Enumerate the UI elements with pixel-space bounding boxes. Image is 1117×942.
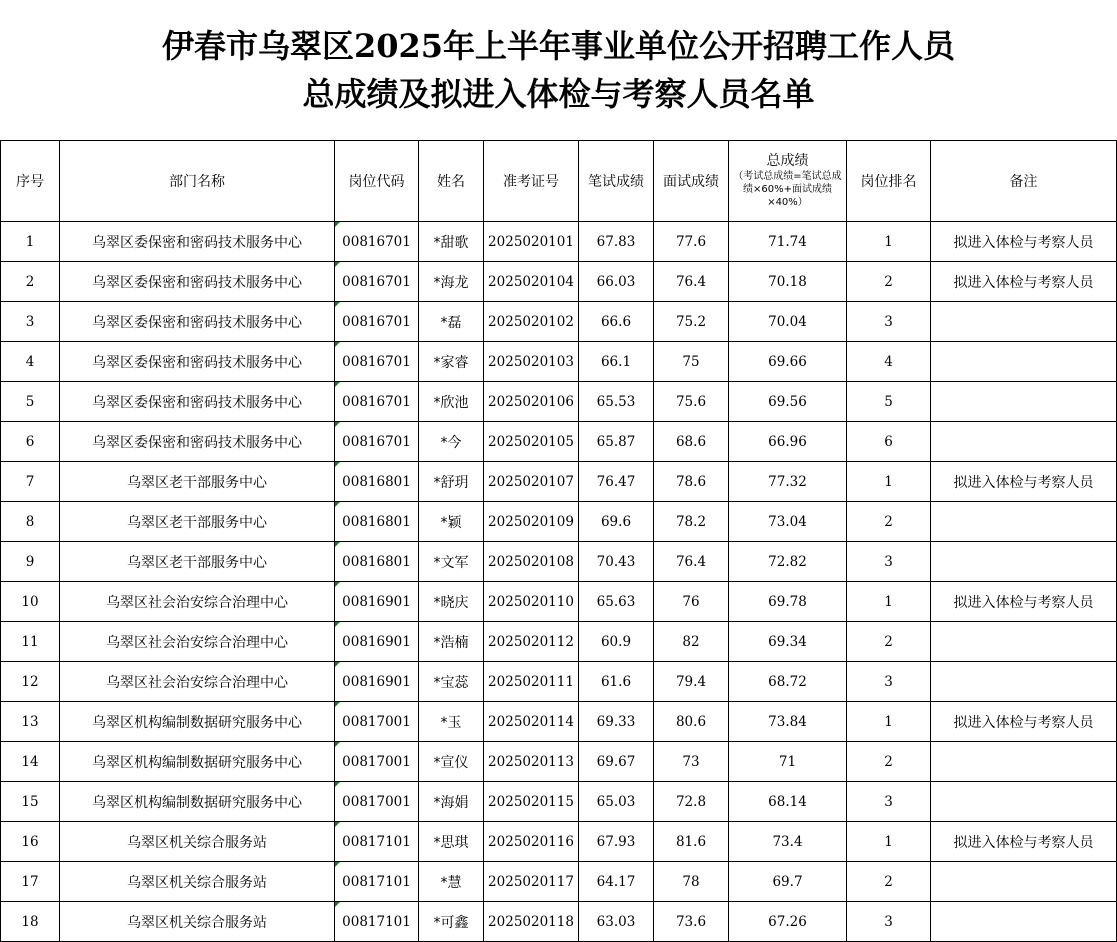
cell-ticket: 2025020106 xyxy=(484,382,579,422)
cell-dept: 乌翠区机关综合服务站 xyxy=(60,822,335,862)
cell-interview: 78 xyxy=(654,862,729,902)
cell-code: 00817001 xyxy=(335,782,419,822)
cell-seq: 2 xyxy=(1,262,60,302)
cell-total: 73.4 xyxy=(729,822,847,862)
cell-ticket: 2025020115 xyxy=(484,782,579,822)
cell-total: 69.7 xyxy=(729,862,847,902)
cell-written: 67.83 xyxy=(579,222,654,262)
cell-remark xyxy=(931,302,1117,342)
cell-dept: 乌翠区委保密和密码技术服务中心 xyxy=(60,382,335,422)
col-header-seq: 序号 xyxy=(1,141,60,222)
cell-code: 00816901 xyxy=(335,582,419,622)
cell-code: 00816801 xyxy=(335,462,419,502)
title-line-1: 伊春市乌翠区2025年上半年事业单位公开招聘工作人员 xyxy=(161,27,956,65)
cell-dept: 乌翠区机关综合服务站 xyxy=(60,902,335,942)
table-row xyxy=(1,902,1117,942)
col-header-dept: 部门名称 xyxy=(60,141,335,222)
cell-remark xyxy=(931,342,1117,382)
cell-seq: 4 xyxy=(1,342,60,382)
table-body xyxy=(1,222,1117,942)
cell-code: 00816701 xyxy=(335,302,419,342)
cell-rank: 1 xyxy=(847,582,931,622)
table-row xyxy=(1,662,1117,702)
cell-written: 65.63 xyxy=(579,582,654,622)
cell-interview: 78.6 xyxy=(654,462,729,502)
cell-rank: 1 xyxy=(847,702,931,742)
cell-dept: 乌翠区委保密和密码技术服务中心 xyxy=(60,302,335,342)
cell-dept: 乌翠区机构编制数据研究服务中心 xyxy=(60,782,335,822)
cell-name: *慧 xyxy=(419,862,484,902)
cell-dept: 乌翠区社会治安综合治理中心 xyxy=(60,582,335,622)
cell-dept: 乌翠区社会治安综合治理中心 xyxy=(60,662,335,702)
cell-code: 00816801 xyxy=(335,502,419,542)
cell-code: 00817101 xyxy=(335,862,419,902)
cell-dept: 乌翠区机构编制数据研究服务中心 xyxy=(60,742,335,782)
cell-ticket: 2025020105 xyxy=(484,422,579,462)
cell-rank: 1 xyxy=(847,822,931,862)
cell-rank: 1 xyxy=(847,222,931,262)
cell-ticket: 2025020112 xyxy=(484,622,579,662)
cell-code: 00816901 xyxy=(335,662,419,702)
col-header-interview: 面试成绩 xyxy=(654,141,729,222)
cell-written: 61.6 xyxy=(579,662,654,702)
cell-interview: 75.2 xyxy=(654,302,729,342)
cell-name: *磊 xyxy=(419,302,484,342)
cell-dept: 乌翠区委保密和密码技术服务中心 xyxy=(60,422,335,462)
cell-code: 00816701 xyxy=(335,222,419,262)
cell-written: 66.6 xyxy=(579,302,654,342)
table-row xyxy=(1,262,1117,302)
cell-written: 69.6 xyxy=(579,502,654,542)
cell-name: *海娟 xyxy=(419,782,484,822)
cell-rank: 3 xyxy=(847,302,931,342)
cell-seq: 9 xyxy=(1,542,60,582)
table-row xyxy=(1,782,1117,822)
cell-code: 00816701 xyxy=(335,382,419,422)
table-row xyxy=(1,342,1117,382)
cell-interview: 82 xyxy=(654,622,729,662)
table-row xyxy=(1,502,1117,542)
cell-remark xyxy=(931,622,1117,662)
cell-remark xyxy=(931,862,1117,902)
cell-dept: 乌翠区机构编制数据研究服务中心 xyxy=(60,702,335,742)
cell-seq: 7 xyxy=(1,462,60,502)
cell-dept: 乌翠区委保密和密码技术服务中心 xyxy=(60,222,335,262)
cell-seq: 8 xyxy=(1,502,60,542)
cell-total: 72.82 xyxy=(729,542,847,582)
cell-dept: 乌翠区老干部服务中心 xyxy=(60,542,335,582)
cell-seq: 12 xyxy=(1,662,60,702)
cell-name: *宝蕊 xyxy=(419,662,484,702)
table-header-row xyxy=(1,141,1117,222)
cell-written: 65.03 xyxy=(579,782,654,822)
cell-interview: 76.4 xyxy=(654,542,729,582)
cell-ticket: 2025020111 xyxy=(484,662,579,702)
col-header-total xyxy=(729,141,847,222)
cell-total: 69.66 xyxy=(729,342,847,382)
cell-interview: 77.6 xyxy=(654,222,729,262)
cell-name: *思琪 xyxy=(419,822,484,862)
table-row xyxy=(1,422,1117,462)
cell-interview: 80.6 xyxy=(654,702,729,742)
cell-written: 63.03 xyxy=(579,902,654,942)
col-header-remark: 备注 xyxy=(931,141,1117,222)
col-header-total-label: 总成绩 xyxy=(766,153,809,169)
cell-written: 60.9 xyxy=(579,622,654,662)
cell-total: 69.78 xyxy=(729,582,847,622)
cell-remark: 拟进入体检与考察人员 xyxy=(931,222,1117,262)
cell-seq: 10 xyxy=(1,582,60,622)
cell-rank: 3 xyxy=(847,782,931,822)
cell-name: *欣池 xyxy=(419,382,484,422)
table-row xyxy=(1,462,1117,502)
cell-rank: 3 xyxy=(847,902,931,942)
cell-interview: 76 xyxy=(654,582,729,622)
cell-ticket: 2025020103 xyxy=(484,342,579,382)
cell-total: 71.74 xyxy=(729,222,847,262)
cell-written: 66.03 xyxy=(579,262,654,302)
cell-dept: 乌翠区老干部服务中心 xyxy=(60,462,335,502)
results-table xyxy=(0,140,1117,942)
cell-dept: 乌翠区社会治安综合治理中心 xyxy=(60,622,335,662)
cell-ticket: 2025020113 xyxy=(484,742,579,782)
cell-ticket: 2025020102 xyxy=(484,302,579,342)
cell-ticket: 2025020117 xyxy=(484,862,579,902)
cell-written: 69.67 xyxy=(579,742,654,782)
cell-remark xyxy=(931,382,1117,422)
col-header-name: 姓名 xyxy=(419,141,484,222)
table-row xyxy=(1,302,1117,342)
cell-remark xyxy=(931,422,1117,462)
cell-name: *舒玥 xyxy=(419,462,484,502)
cell-written: 67.93 xyxy=(579,822,654,862)
cell-rank: 1 xyxy=(847,462,931,502)
table-row xyxy=(1,622,1117,662)
table-row xyxy=(1,582,1117,622)
cell-name: *可鑫 xyxy=(419,902,484,942)
cell-rank: 2 xyxy=(847,742,931,782)
document-title xyxy=(0,0,1117,140)
cell-rank: 4 xyxy=(847,342,931,382)
col-header-total-note: （考试总成绩=笔试总成绩×60%+面试成绩×40%） xyxy=(733,171,842,208)
cell-remark xyxy=(931,902,1117,942)
cell-remark: 拟进入体检与考察人员 xyxy=(931,462,1117,502)
cell-code: 00817101 xyxy=(335,902,419,942)
cell-name: *今 xyxy=(419,422,484,462)
cell-total: 70.04 xyxy=(729,302,847,342)
cell-dept: 乌翠区委保密和密码技术服务中心 xyxy=(60,262,335,302)
cell-written: 65.87 xyxy=(579,422,654,462)
cell-total: 68.14 xyxy=(729,782,847,822)
cell-remark: 拟进入体检与考察人员 xyxy=(931,702,1117,742)
cell-name: *浩楠 xyxy=(419,622,484,662)
cell-name: *海龙 xyxy=(419,262,484,302)
cell-rank: 3 xyxy=(847,542,931,582)
cell-code: 00816701 xyxy=(335,342,419,382)
cell-ticket: 2025020110 xyxy=(484,582,579,622)
cell-ticket: 2025020114 xyxy=(484,702,579,742)
cell-ticket: 2025020109 xyxy=(484,502,579,542)
cell-seq: 6 xyxy=(1,422,60,462)
cell-total: 73.04 xyxy=(729,502,847,542)
cell-interview: 81.6 xyxy=(654,822,729,862)
cell-rank: 2 xyxy=(847,502,931,542)
cell-written: 64.17 xyxy=(579,862,654,902)
table-row xyxy=(1,862,1117,902)
table-row xyxy=(1,542,1117,582)
cell-interview: 75.6 xyxy=(654,382,729,422)
cell-ticket: 2025020104 xyxy=(484,262,579,302)
cell-interview: 75 xyxy=(654,342,729,382)
title-line-2: 总成绩及拟进入体检与考察人员名单 xyxy=(302,75,815,113)
table-row xyxy=(1,702,1117,742)
cell-total: 77.32 xyxy=(729,462,847,502)
cell-remark xyxy=(931,782,1117,822)
cell-total: 66.96 xyxy=(729,422,847,462)
cell-dept: 乌翠区机关综合服务站 xyxy=(60,862,335,902)
cell-name: *文军 xyxy=(419,542,484,582)
cell-ticket: 2025020116 xyxy=(484,822,579,862)
cell-code: 00817001 xyxy=(335,742,419,782)
cell-interview: 76.4 xyxy=(654,262,729,302)
cell-rank: 6 xyxy=(847,422,931,462)
cell-total: 71 xyxy=(729,742,847,782)
cell-seq: 3 xyxy=(1,302,60,342)
cell-interview: 79.4 xyxy=(654,662,729,702)
cell-ticket: 2025020107 xyxy=(484,462,579,502)
cell-written: 66.1 xyxy=(579,342,654,382)
cell-name: *晓庆 xyxy=(419,582,484,622)
cell-remark xyxy=(931,662,1117,702)
cell-ticket: 2025020118 xyxy=(484,902,579,942)
cell-remark: 拟进入体检与考察人员 xyxy=(931,822,1117,862)
cell-seq: 14 xyxy=(1,742,60,782)
cell-remark: 拟进入体检与考察人员 xyxy=(931,262,1117,302)
cell-total: 68.72 xyxy=(729,662,847,702)
cell-rank: 3 xyxy=(847,662,931,702)
cell-dept: 乌翠区老干部服务中心 xyxy=(60,502,335,542)
cell-rank: 2 xyxy=(847,862,931,902)
cell-rank: 2 xyxy=(847,262,931,302)
cell-name: *家睿 xyxy=(419,342,484,382)
cell-code: 00816901 xyxy=(335,622,419,662)
cell-total: 67.26 xyxy=(729,902,847,942)
cell-interview: 68.6 xyxy=(654,422,729,462)
table-row xyxy=(1,742,1117,782)
cell-written: 76.47 xyxy=(579,462,654,502)
cell-total: 73.84 xyxy=(729,702,847,742)
cell-seq: 13 xyxy=(1,702,60,742)
cell-total: 69.34 xyxy=(729,622,847,662)
cell-total: 70.18 xyxy=(729,262,847,302)
cell-name: *宣仪 xyxy=(419,742,484,782)
cell-remark xyxy=(931,542,1117,582)
cell-rank: 2 xyxy=(847,622,931,662)
cell-seq: 1 xyxy=(1,222,60,262)
cell-remark xyxy=(931,742,1117,782)
table-row xyxy=(1,382,1117,422)
cell-interview: 78.2 xyxy=(654,502,729,542)
col-header-code: 岗位代码 xyxy=(335,141,419,222)
cell-seq: 11 xyxy=(1,622,60,662)
cell-code: 00816801 xyxy=(335,542,419,582)
col-header-written: 笔试成绩 xyxy=(579,141,654,222)
cell-seq: 18 xyxy=(1,902,60,942)
cell-rank: 5 xyxy=(847,382,931,422)
col-header-rank: 岗位排名 xyxy=(847,141,931,222)
cell-remark: 拟进入体检与考察人员 xyxy=(931,582,1117,622)
cell-ticket: 2025020108 xyxy=(484,542,579,582)
cell-ticket: 2025020101 xyxy=(484,222,579,262)
table-row xyxy=(1,222,1117,262)
cell-seq: 5 xyxy=(1,382,60,422)
cell-remark xyxy=(931,502,1117,542)
cell-dept: 乌翠区委保密和密码技术服务中心 xyxy=(60,342,335,382)
cell-total: 69.56 xyxy=(729,382,847,422)
cell-name: *颖 xyxy=(419,502,484,542)
cell-seq: 15 xyxy=(1,782,60,822)
cell-seq: 16 xyxy=(1,822,60,862)
table-row xyxy=(1,822,1117,862)
cell-name: *甜歌 xyxy=(419,222,484,262)
cell-interview: 72.8 xyxy=(654,782,729,822)
cell-name: *玉 xyxy=(419,702,484,742)
cell-written: 70.43 xyxy=(579,542,654,582)
cell-written: 65.53 xyxy=(579,382,654,422)
cell-seq: 17 xyxy=(1,862,60,902)
col-header-ticket: 准考证号 xyxy=(484,141,579,222)
cell-code: 00816701 xyxy=(335,262,419,302)
cell-code: 00816701 xyxy=(335,422,419,462)
cell-interview: 73.6 xyxy=(654,902,729,942)
cell-code: 00817101 xyxy=(335,822,419,862)
cell-written: 69.33 xyxy=(579,702,654,742)
cell-code: 00817001 xyxy=(335,702,419,742)
cell-interview: 73 xyxy=(654,742,729,782)
